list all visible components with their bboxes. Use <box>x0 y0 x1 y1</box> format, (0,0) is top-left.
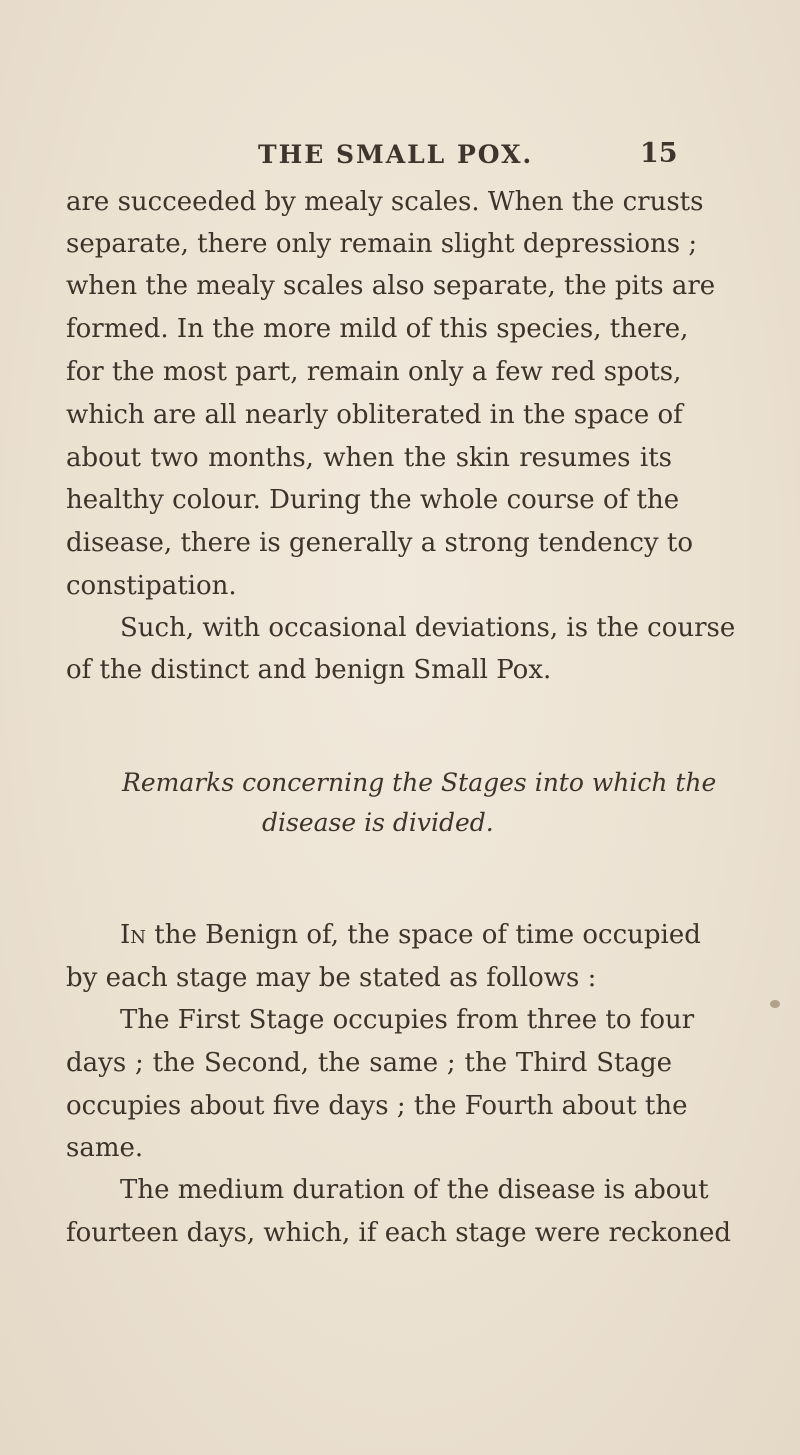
text-line: The First Stage occupies from three to four <box>120 1005 695 1035</box>
text-line <box>120 918 701 952</box>
page-number: 15 <box>640 138 678 169</box>
text-line: fourteen days, which, if each stage were reckoned <box>66 1218 732 1248</box>
text-line: same. <box>66 1133 144 1163</box>
section-heading-line-2: disease is divided. <box>262 808 494 837</box>
text-line: occupies about five days ; the Fourth about the <box>66 1091 688 1121</box>
text-line: which are all nearly obliterated in the space of <box>66 400 683 430</box>
text-line-rest: the Benign of, the space of time occupied <box>154 920 701 950</box>
ink-spot <box>770 1000 780 1008</box>
running-title: THE SMALL POX. <box>258 140 534 169</box>
text-line: for the most part, remain only a few red spots, <box>66 357 682 387</box>
text-line: formed. In the more mild of this species, there, <box>66 314 689 344</box>
drop-word: In <box>120 920 147 950</box>
text-line: separate, there only remain slight depressions ; <box>66 229 698 259</box>
text-line: when the mealy scales also separate, the pits are <box>66 271 716 301</box>
text-line: of the distinct and benign Small Pox. <box>66 655 552 685</box>
text-line: Such, with occasional deviations, is the course <box>120 613 736 643</box>
text-line: about two months, when the skin resumes its <box>66 443 672 473</box>
text-line: are succeeded by mealy scales. When the crusts <box>66 187 704 217</box>
text-line: constipation. <box>66 571 237 601</box>
text-line: healthy colour. During the whole course of the <box>66 485 680 515</box>
text-line: The medium duration of the disease is about <box>120 1175 709 1205</box>
section-heading-line-1: Remarks concerning the Stages into which the <box>122 768 717 797</box>
text-line: days ; the Second, the same ; the Third Stage <box>66 1048 672 1078</box>
text-line: by each stage may be stated as follows : <box>66 963 597 993</box>
text-line: disease, there is generally a strong tendency to <box>66 528 693 558</box>
